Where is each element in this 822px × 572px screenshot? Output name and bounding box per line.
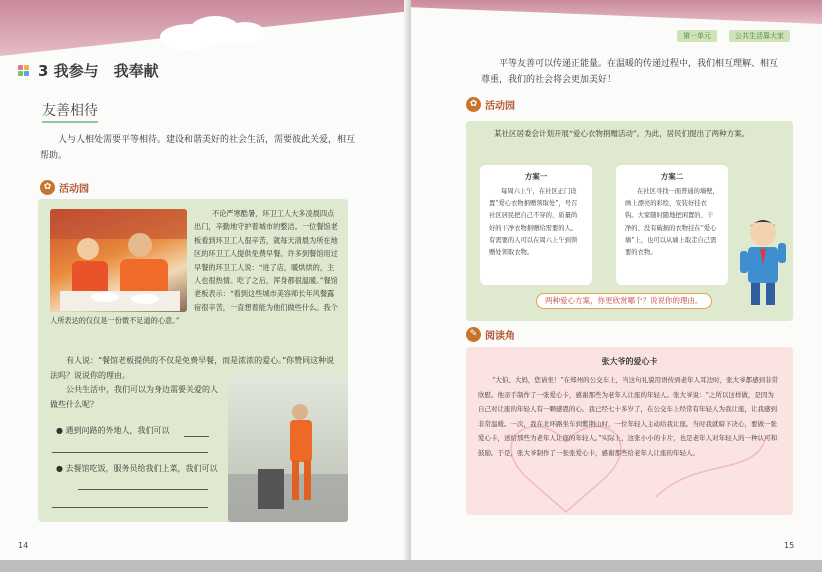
plan-1-text: 每周六上午，在社区正门设置“爱心衣物捐赠领取处”，号召社区居民把自己不穿的、质量尚好的干净衣物捐赠给需要的人。有需要的人可以在周六上午到领赠处领取衣物。 (489, 188, 578, 257)
activity-text: 某社区居委会计划开展“爱心衣物捐赠活动”。为此，居民们提出了两种方案。 (494, 129, 750, 138)
answer-line[interactable] (78, 489, 208, 490)
plan-2-card (616, 165, 728, 285)
plans-box (466, 121, 793, 321)
page-number: 15 (784, 541, 795, 550)
bullet-2 (56, 461, 224, 476)
reading-box (466, 347, 793, 515)
activity-badge (40, 180, 89, 195)
reading-badge (466, 327, 515, 342)
bullet-dot: ● (56, 464, 66, 473)
bullet-dot: ● (56, 426, 66, 435)
page-shadow (0, 560, 822, 572)
reading-label: 阅读角 (485, 331, 515, 342)
plan-1-title: 方案一 (524, 172, 548, 181)
left-page (0, 0, 409, 560)
unit-topic-tag: 公共生活靠大家 (729, 30, 790, 42)
lesson-title (18, 60, 159, 81)
right-intro: 平等友善可以传递正能量。在温暖的传递过程中，我们相互理解、相互尊重，我们的社会将会更加美好！ (481, 59, 779, 85)
activity-label: 活动园 (59, 184, 89, 195)
plan-2-title: 方案二 (660, 172, 684, 181)
street-sweeper-photo (228, 374, 348, 522)
bullet-2-text: 去餐馆吃饭，服务员给我们上菜，我们可以 (65, 464, 218, 473)
question-bubble: 两种爱心方案，你更欣赏哪个？说说你的理由。 (536, 293, 712, 309)
plan-2-text: 在社区寻找一面普通的墙壁，画上漂亮的彩绘，安装好挂衣钩。大家随时随地把闲置的、干净的、没有破损的衣物挂在“爱心墙”上，也可以从墙上取走自己需要的衣物。 (625, 188, 719, 257)
right-page (411, 0, 822, 560)
bullet-1-text: 遇到问路的外地人，我们可以 (65, 426, 170, 435)
question-text: 有人说：“餐馆老板提供的不仅是免费早餐，而是浓浓的爱心。”你赞同这种说法吗？说说你的理由。 (50, 356, 335, 380)
page-number: 14 (18, 541, 29, 550)
intro-paragraph: 人与人相处需要平等相待。建设和谐美好的社会生活，需要彼此关爱，相互帮助。 (40, 135, 356, 161)
section-title: 友善相待 (42, 100, 98, 123)
activity-icon: ✿ (466, 97, 481, 112)
book-icon: ✎ (466, 327, 481, 342)
plan-1-card (480, 165, 592, 285)
story-text: 不论严寒酷暑，环卫工人大多凌晨四点出门，辛勤地守护着城市的整洁。一位餐馆老板看到环卫工人很辛苦，就每天清晨为所在地区的环卫工人提供免费早餐。许多到餐馆用过早餐的环卫工人说：“进了店，暖烘烘的，主人也很热情。吃了之后，浑身都很温暖。”餐馆老板表示：“看到这些城市美容师长年风餐露宿很辛苦，一直想着能为他们做些什么。我个人所表达的仅仅是一份微不足道的心意。” (50, 209, 338, 326)
cloud-decoration (225, 22, 265, 44)
activity-label: 活动园 (485, 101, 515, 112)
lesson-squares-icon (18, 65, 32, 77)
activity-box (38, 199, 348, 522)
activity-badge (466, 97, 515, 112)
unit-tag: 第一单元 (677, 30, 717, 42)
lesson-title-text: 3 我参与 我奉献 (38, 62, 159, 80)
answer-line[interactable] (52, 507, 208, 508)
prompt-text: 公共生活中，我们可以为身边需要关爱的人做些什么呢？ (50, 385, 218, 409)
answer-line[interactable] (184, 436, 209, 437)
reading-title: 张大爷的爱心卡 (601, 357, 658, 366)
boy-illustration (738, 213, 788, 309)
answer-line[interactable] (52, 452, 208, 453)
activity-icon: ✿ (40, 180, 55, 195)
reading-text: “大伯、大妈，您请坐！”在郑州的公交车上，当这句礼貌用语传到老年人耳边时，张大爷都感到非常欣慰。他亲手制作了一张爱心卡，感谢那些为老年人让座的年轻人。张大爷说：“之所以这样做，是因为自己对让座的年轻人有一颗感恩的心。我已经七十多岁了，在公交车上经常有年轻人为我让座，让我感到非常温暖。一次，我在北环路坐车到紫荆山时，一位年轻人主动给我让座。当时我就暗下决心，要做一张爱心卡，送给那些为老年人让座的年轻人。”实际上，这张小小的卡片，也是老年人对年轻人的一种认可和鼓励。于是，张大爷制作了一张张爱心卡，感谢那些给老年人让座的年轻人。 (478, 376, 779, 457)
